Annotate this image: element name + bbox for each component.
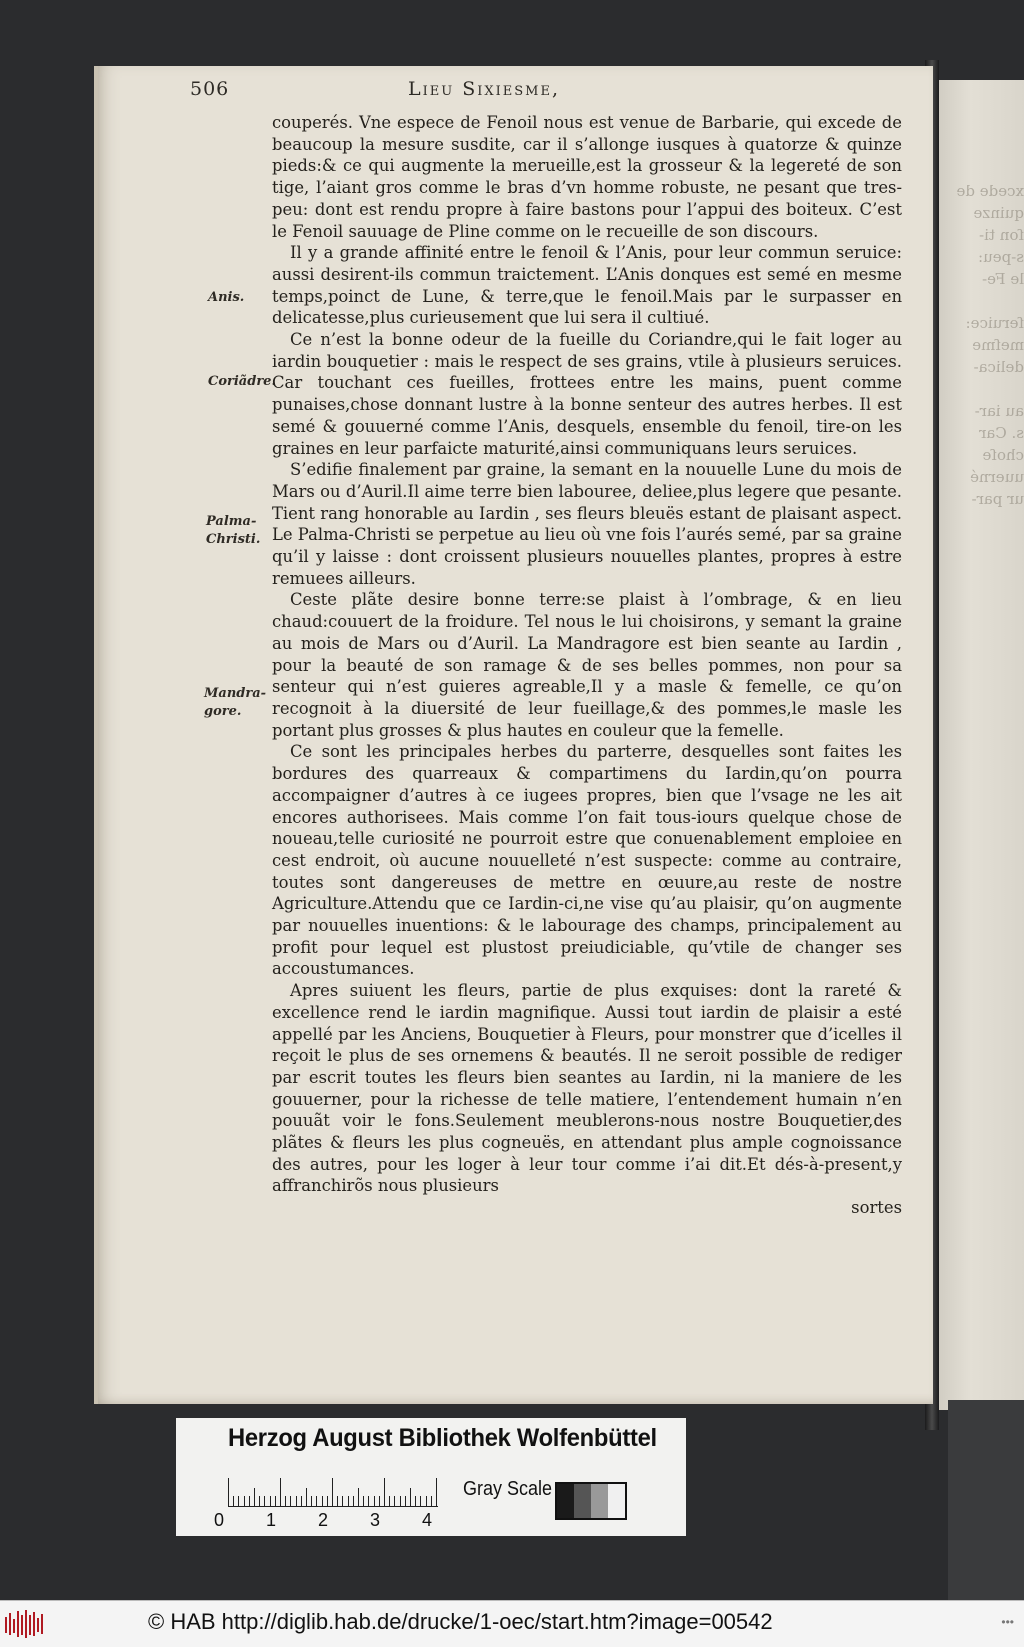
ruler-tick <box>249 1496 250 1506</box>
ruler-tick <box>238 1496 239 1506</box>
ruler-tick <box>431 1496 432 1506</box>
ruler-tick <box>384 1478 385 1506</box>
ruler-tick <box>332 1478 333 1506</box>
ruler-number: 3 <box>370 1510 381 1530</box>
paragraph-herbes: Ce sont les principales herbes du parterre, desquelles sont faites les bordures des quarreaux & compartimens du Iardin,qu’on pourra accompaigner d’autres à ce iugees propres, bien que l’vsage ne les ait encores authorisees. Mais comme l’on fait tous-iours quelque chose de noueau,telle curiosité ne pourroit estre que conuenablement emploiee en cest endroit, où aucune nouuelleté n’est suspecte: comme au contraire, toutes sont dangereuses de mettre en œuure,au reste de nostre Agriculture.Attendu que ce Iardin-ci,ne vise qu’au plaisir, qu’on augmente par nouuelles inuentions: & le labourage des champs, principalement au profit pour lequel est plustost preiudiciable, qu’vtile de changer ses accoustumances. <box>272 742 902 979</box>
page-header <box>190 78 890 108</box>
ruler-tick <box>316 1496 317 1506</box>
ruler-tick <box>353 1496 354 1506</box>
ruler-tick <box>327 1496 328 1506</box>
marginal-note-palma-1: Palma- <box>206 514 257 529</box>
ruler-tick <box>264 1496 265 1506</box>
library-name: Herzog August Bibliothek Wolfenbüttel <box>228 1424 657 1452</box>
ruler-tick <box>337 1496 338 1506</box>
ruler-tick <box>363 1496 364 1506</box>
ruler-tick <box>301 1496 302 1506</box>
source-url[interactable]: © HAB http://diglib.hab.de/drucke/1-oec/start.htm?image=00542 <box>148 1609 773 1634</box>
ruler-tick <box>436 1478 437 1506</box>
ruler-tick <box>415 1496 416 1506</box>
ruler-tick <box>296 1496 297 1506</box>
book-cover-edge <box>948 1400 1024 1600</box>
ruler-number: 2 <box>318 1510 329 1530</box>
ruler-number: 0 <box>214 1510 225 1530</box>
ruler-tick <box>311 1496 312 1506</box>
ruler-tick <box>348 1496 349 1506</box>
ruler-tick <box>400 1496 401 1506</box>
ruler-tick <box>270 1496 271 1506</box>
facing-page-edge <box>935 80 1024 1410</box>
marginal-note-mandragore-1: Mandra- <box>204 686 267 701</box>
ruler-tick <box>244 1496 245 1506</box>
paragraph-mandragore: Ceste plãte desire bonne terre:se plaist à l’ombrage, & en lieu chaud:couuert de la froidure. Tel nous le lui choisirons, y semant la graine au mois de Mars ou d’Auril. La Mandragore est bien seante au Iardin , pour la beauté de son ramage & de ses belles pommes, non pour sa senteur qui n’est guieres agreable,Il y a masle & femelle, ce qu’on recognoit à la diuersité de leur fueillage,& des pommes,le masle les portant plus grosses & plus hautes en couleur que la femelle. <box>272 590 902 740</box>
ruler-tick <box>228 1478 229 1506</box>
ruler-tick <box>374 1496 375 1506</box>
hab-logo-icon <box>4 1609 46 1639</box>
marginal-note-palma-2: Christi. <box>206 532 261 547</box>
ruler-number: 1 <box>266 1510 277 1530</box>
ruler-tick <box>233 1496 234 1506</box>
catchword: sortes <box>851 1198 902 1218</box>
running-title: Lieu Sixiesme, <box>408 78 561 100</box>
marginal-note-anis: Anis. <box>208 290 245 305</box>
main-text <box>272 112 902 1219</box>
ruler-tick <box>290 1496 291 1506</box>
ruler-tick <box>342 1496 343 1506</box>
ruler-tick <box>394 1496 395 1506</box>
paragraph-anis: Il y a grande affinité entre le fenoil & l’Anis, pour leur commun seruice: aussi desirent-ils commun traictement. L’Anis donques est semé en mesme temps,poinct de Lune, & terre,que le fenoil.Mais par le surpasser en delicatesse,plus curieusement que lui sera il cultiué. <box>272 243 902 328</box>
viewer-footer <box>0 1600 1024 1647</box>
ruler-tick <box>358 1488 359 1506</box>
page-number: 506 <box>190 78 230 100</box>
ruler-tick <box>368 1496 369 1506</box>
more-options-icon[interactable]: ••• <box>1001 1615 1014 1629</box>
ruler-tick <box>322 1496 323 1506</box>
ruler-tick <box>275 1496 276 1506</box>
ruler-tick <box>280 1478 281 1506</box>
measurement-ruler <box>228 1476 438 1507</box>
paragraph-fenoil: couperés. Vne espece de Fenoil nous est venue de Barbarie, qui excede de beaucoup la mesure susdite, car il s’allonge iusques à quatorze & quinze pieds:& ce qui augmente la merueille,est la grosseur & la legereté de son tige, l’aiant gros comme le bras d’vn homme robuste, ne pesant que tres-peu: dont est rendu propre à faire bastons pour l’appui des boiteux. C’est le Fenoil sauuage de Pline comme on le recueille de son discours. <box>272 113 902 241</box>
paragraph-fleurs: Apres suiuent les fleurs, partie de plus exquises: dont la rareté & excellence rend le iardin magnifique. Aussi tout iardin de plaisir a esté appellé par les Anciens, Bouquetier à Fleurs, pour monstrer que d’icelles il reçoit le plus de ses ornemens & beautés. Il ne seroit possible de rediger par escrit toutes les fleurs bien seantes au Iardin, ni la maniere de les gouuerner, pour la richesse de telle matiere, l’entendement humain n’en pouuãt voir le fons.Seulement meublerons-nous nostre Bouquetier,des plãtes & fleurs les plus cogneuës, en attendant plus ample cognoissance des autres, pour les loger à leur tour comme i’ai dit.Et dés-à-present,y affranchirõs nous plusieurs <box>272 981 902 1196</box>
ruler-tick <box>285 1496 286 1506</box>
paragraph-palma-christi: S’edifie finalement par graine, la semant en la nouuelle Lune du mois de Mars ou d’Auril.Il aime terre bien labouree, deliee,plus legere que pesante. Tient rang honorable au Iardin , ses fleurs bleuës estant de plaisant aspect. Le Palma-Christi se perpetue au lieu où vne fois l’aurés semé, par sa graine qu’il y laisse : dont croissent plusieurs nouuelles plantes, propres à estre remuees ailleurs. <box>272 460 902 588</box>
facing-page-show-through: xcede de quinze ſon ti- s-peu: le Fe- ſeruice: meſme delica- au iar- s. Car choſe uuerné ur par- <box>956 182 1024 508</box>
ruler-tick <box>426 1496 427 1506</box>
color-scale-card <box>176 1418 686 1536</box>
ruler-tick <box>259 1496 260 1506</box>
ruler-tick <box>254 1488 255 1506</box>
paragraph-coriandre: Ce n’est la bonne odeur de la fueille du Coriandre,qui le fait loger au iardin bouquetier : mais le respect de ses grains, vtile à plusieurs seruices. Car touchant ces fueilles, frottees entre les mains, puent comme punaises,chose donnant lustre à la bonne senteur des autres herbes. Il est semé & gouuerné comme l’Anis, desquels, ensemble du fenoil, tire-on les graines en leur parfaicte maturité,ainsi communiquans leurs seruices. <box>272 330 902 458</box>
marginal-note-mandragore-2: gore. <box>204 704 242 719</box>
ruler-number: 4 <box>422 1510 433 1530</box>
gray-scale-bar <box>555 1482 627 1520</box>
gray-scale-label: Gray Scale <box>463 1478 553 1500</box>
ruler-tick <box>410 1488 411 1506</box>
ruler-tick <box>420 1496 421 1506</box>
marginal-note-coriandre: Coriãdre. <box>208 374 276 389</box>
ruler-tick <box>389 1496 390 1506</box>
ruler-tick <box>379 1496 380 1506</box>
ruler-tick <box>405 1496 406 1506</box>
ruler-tick <box>306 1488 307 1506</box>
